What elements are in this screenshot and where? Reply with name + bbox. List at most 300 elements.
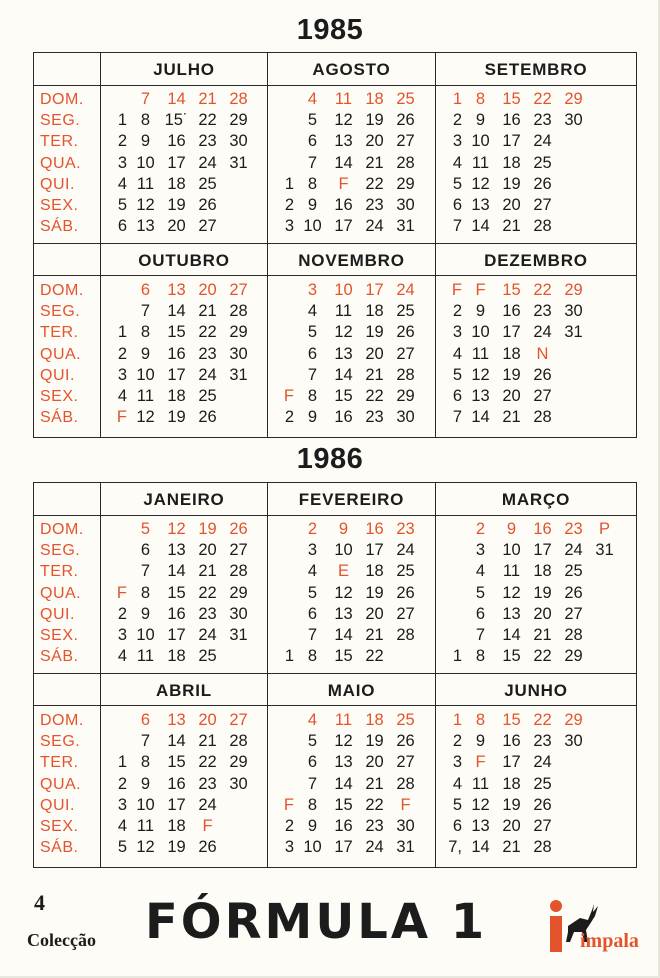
day-cell	[268, 89, 297, 110]
weekday-label: SEG.	[40, 112, 81, 130]
day-cell	[101, 519, 130, 540]
day-cell	[101, 301, 130, 322]
day-cell: F	[400, 795, 411, 814]
day-cell: 3	[117, 625, 127, 644]
day-cell: 5	[307, 583, 318, 602]
day-cell: 26	[533, 174, 552, 193]
day-cell: 4	[307, 90, 318, 108]
week-row	[436, 625, 620, 646]
day-cell: 22	[533, 90, 552, 108]
week-row	[268, 625, 421, 646]
day-cell: 2	[307, 520, 318, 538]
week-row	[436, 110, 589, 131]
day-cell	[101, 89, 130, 110]
day-cell: 7,	[448, 838, 462, 857]
day-cell: 9	[140, 774, 151, 793]
month-grid	[101, 710, 254, 858]
day-cell	[589, 625, 620, 646]
day-cell: 27	[533, 386, 552, 405]
day-cell: 20	[365, 344, 384, 363]
month-grid	[101, 89, 254, 237]
week-row	[436, 280, 589, 301]
day-cell	[589, 646, 620, 667]
divider	[34, 85, 636, 86]
day-cell: 19	[167, 838, 186, 857]
day-cell: 6	[307, 753, 318, 772]
day-cell: 10	[334, 281, 353, 299]
day-cell: 7	[307, 625, 318, 644]
day-cell: 16	[533, 520, 552, 538]
day-cell: 6	[117, 217, 127, 236]
day-cell: 7	[452, 408, 462, 427]
brand-title: FÓRMULA 1	[145, 894, 488, 950]
day-cell: 4	[117, 174, 127, 193]
day-cell: 12	[502, 583, 521, 602]
day-cell: 1	[452, 647, 462, 666]
weekday-label: TER.	[40, 133, 79, 151]
weekday-column	[34, 89, 100, 237]
day-cell: 27	[396, 604, 415, 623]
week-row	[101, 646, 254, 667]
week-row	[268, 174, 421, 195]
month-name: MAIO	[327, 681, 376, 700]
day-cell: 16	[502, 732, 521, 751]
month-grid	[436, 519, 620, 667]
day-cell: 8	[307, 174, 318, 193]
day-cell	[558, 386, 589, 407]
day-cell: 1	[117, 111, 127, 130]
week-row	[268, 195, 421, 216]
day-cell: 14	[502, 625, 521, 644]
week-row	[436, 731, 589, 752]
day-cell: 11	[334, 302, 353, 321]
day-cell: 11	[471, 344, 490, 363]
day-cell: 10	[303, 838, 322, 857]
day-cell: 18	[167, 647, 186, 666]
day-cell: 18	[167, 816, 186, 835]
day-cell: 31	[564, 323, 583, 342]
day-cell: 9	[140, 344, 151, 363]
week-row	[268, 301, 421, 322]
day-cell: 19	[365, 583, 384, 602]
day-cell: 23	[533, 732, 552, 751]
day-cell: 5	[475, 583, 486, 602]
day-cell	[268, 731, 297, 752]
year-title-1986: 1986	[296, 443, 364, 475]
day-cell	[589, 604, 620, 625]
day-cell: 27	[533, 816, 552, 835]
day-cell: 23	[198, 344, 217, 363]
day-cell	[589, 583, 620, 604]
day-cell: 27	[564, 604, 583, 623]
day-cell: 26	[229, 520, 248, 538]
day-cell: 17	[167, 625, 186, 644]
day-cell: 9	[475, 732, 486, 751]
day-cell: 8	[475, 90, 486, 108]
month-grid	[268, 89, 421, 237]
day-cell	[558, 153, 589, 174]
day-cell: 11	[471, 153, 490, 172]
card-number: 4	[34, 890, 45, 915]
day-cell	[268, 131, 297, 152]
day-cell: 4	[117, 386, 127, 405]
day-cell: 27	[229, 711, 248, 729]
week-row	[436, 837, 589, 858]
day-cell: 14	[167, 562, 186, 581]
day-cell: 10	[136, 795, 155, 814]
day-cell: 19	[533, 583, 552, 602]
day-cell: 20	[198, 711, 217, 729]
day-cell: 21	[502, 838, 521, 857]
day-cell: 19	[198, 520, 217, 538]
week-row	[268, 837, 421, 858]
weekday-label: SEX.	[40, 626, 79, 644]
month-grid	[268, 519, 421, 667]
week-row	[101, 174, 254, 195]
week-row	[268, 710, 421, 731]
day-cell: 5	[140, 520, 151, 538]
day-cell: 15˙	[164, 111, 189, 130]
day-cell: 30	[396, 816, 415, 835]
week-row	[436, 386, 589, 407]
day-cell: 9	[475, 302, 486, 321]
day-cell: 4	[475, 562, 486, 581]
day-cell: 21	[198, 302, 217, 321]
weekday-label: SÁB.	[40, 218, 79, 236]
week-row	[436, 89, 589, 110]
day-cell: 14	[334, 625, 353, 644]
month-grid	[436, 710, 589, 858]
day-cell: 3	[284, 838, 294, 857]
week-row	[268, 561, 421, 582]
day-cell: 28	[533, 408, 552, 427]
day-cell	[268, 710, 297, 731]
day-cell: 28	[229, 732, 248, 751]
day-cell: 16	[502, 302, 521, 321]
day-cell: 22	[533, 711, 552, 729]
day-cell: 3	[117, 153, 127, 172]
divider	[34, 515, 636, 516]
day-cell: 29	[564, 90, 583, 108]
weekday-label: QUA.	[40, 154, 82, 172]
collection-label: Colecção	[27, 930, 96, 950]
day-cell: 17	[334, 217, 353, 236]
day-cell: 12	[136, 408, 155, 427]
day-cell: 16	[502, 111, 521, 130]
weekday-label: SEX.	[40, 387, 79, 405]
day-cell: 4	[452, 153, 462, 172]
day-cell: 22	[533, 281, 552, 299]
day-cell: 30	[396, 195, 415, 214]
day-cell: 10	[136, 625, 155, 644]
day-cell	[268, 344, 297, 365]
weekday-label: QUI.	[40, 605, 75, 623]
day-cell: 15	[502, 711, 521, 729]
day-cell	[268, 540, 297, 561]
day-cell: 25	[533, 153, 552, 172]
day-cell: 30	[564, 111, 583, 130]
day-cell: 15	[334, 647, 353, 666]
week-row	[436, 344, 589, 365]
day-cell: 19	[167, 408, 186, 427]
day-cell	[589, 561, 620, 582]
day-cell: 20	[365, 604, 384, 623]
day-cell: 6	[140, 281, 151, 299]
day-cell	[268, 153, 297, 174]
day-cell: 12	[471, 174, 490, 193]
day-cell: 28	[396, 153, 415, 172]
week-row	[268, 153, 421, 174]
week-row	[268, 322, 421, 343]
day-cell: 13	[471, 195, 490, 214]
day-cell: 29	[229, 583, 248, 602]
week-row	[436, 153, 589, 174]
day-cell: 22	[198, 323, 217, 342]
week-row	[436, 131, 589, 152]
day-cell: 6	[452, 195, 462, 214]
day-cell: 2	[117, 132, 127, 151]
day-cell	[436, 604, 465, 625]
day-cell: 9	[475, 111, 486, 130]
day-cell: 5	[117, 838, 127, 857]
day-cell: 19	[502, 795, 521, 814]
day-cell: 27	[396, 753, 415, 772]
day-cell: 6	[140, 541, 151, 560]
day-cell	[268, 280, 297, 301]
day-cell: 3	[452, 132, 462, 151]
month-name: JULHO	[153, 60, 215, 79]
week-row	[101, 731, 254, 752]
day-cell: 4	[117, 816, 127, 835]
day-cell: 30	[564, 302, 583, 321]
day-cell: 23	[365, 816, 384, 835]
day-cell: 6	[140, 711, 151, 729]
month-grid	[101, 519, 254, 667]
weekday-label: SÁB.	[40, 409, 79, 427]
day-cell	[268, 604, 297, 625]
day-cell: 29	[229, 111, 248, 130]
day-cell: 29	[229, 753, 248, 772]
day-cell: 2	[284, 195, 294, 214]
day-cell: 31	[229, 153, 248, 172]
day-cell	[558, 131, 589, 152]
day-cell: 1	[117, 753, 127, 772]
day-cell: 4	[452, 344, 462, 363]
day-cell: 5	[307, 732, 318, 751]
week-row	[268, 583, 421, 604]
day-cell: 5	[452, 795, 462, 814]
day-cell: 18	[502, 153, 521, 172]
day-cell: 30	[229, 344, 248, 363]
day-cell: 21	[502, 408, 521, 427]
day-cell: 3	[307, 281, 318, 299]
day-cell: 29	[564, 647, 583, 666]
day-cell: 16	[167, 774, 186, 793]
day-cell: 14	[167, 732, 186, 751]
day-cell: F	[116, 583, 127, 602]
weekday-label: SEG.	[40, 542, 81, 560]
day-cell: 23	[396, 520, 415, 538]
week-row	[101, 625, 254, 646]
weekday-label: SÁB.	[40, 839, 79, 857]
day-cell: 24	[533, 753, 552, 772]
week-row	[436, 583, 620, 604]
day-cell: 13	[334, 604, 353, 623]
day-cell: 22	[365, 174, 384, 193]
day-cell: 29	[564, 711, 583, 729]
day-cell: 17	[502, 323, 521, 342]
day-cell: 2	[452, 732, 462, 751]
day-cell	[558, 837, 589, 858]
weekday-label: QUA.	[40, 584, 82, 602]
day-cell	[223, 407, 254, 428]
day-cell: 19	[502, 174, 521, 193]
month-name: NOVEMBRO	[298, 251, 405, 270]
day-cell: 21	[365, 365, 384, 384]
day-cell: 5	[117, 195, 127, 214]
day-cell: 29	[564, 281, 583, 299]
week-row	[268, 604, 421, 625]
day-cell: 22	[198, 753, 217, 772]
day-cell: N	[536, 344, 549, 363]
week-row	[101, 280, 254, 301]
week-row	[101, 407, 254, 428]
day-cell: 29	[396, 386, 415, 405]
day-cell: 10	[136, 153, 155, 172]
week-row	[101, 301, 254, 322]
day-cell: 12	[471, 795, 490, 814]
day-cell: 21	[198, 562, 217, 581]
day-cell: 27	[396, 132, 415, 151]
weekday-label: SEG.	[40, 733, 81, 751]
day-cell: 4	[307, 302, 318, 321]
day-cell: 18	[502, 344, 521, 363]
day-cell: 17	[167, 795, 186, 814]
day-cell	[268, 625, 297, 646]
week-row	[436, 710, 589, 731]
day-cell: 30	[229, 132, 248, 151]
day-cell: 2	[452, 111, 462, 130]
weekday-label: QUI.	[40, 175, 75, 193]
day-cell: 15	[334, 795, 353, 814]
week-row	[101, 519, 254, 540]
day-cell: 28	[229, 302, 248, 321]
day-cell: 11	[334, 90, 353, 108]
day-cell: 13	[502, 604, 521, 623]
day-cell: 30	[396, 408, 415, 427]
day-cell	[436, 519, 465, 540]
day-cell: 7	[140, 732, 151, 751]
day-cell	[101, 561, 130, 582]
day-cell: 20	[365, 753, 384, 772]
day-cell: 10	[136, 365, 155, 384]
day-cell: 17	[502, 132, 521, 151]
day-cell: 27	[229, 541, 248, 560]
day-cell: 12	[136, 195, 155, 214]
month-name: OUTUBRO	[138, 251, 230, 270]
day-cell: 31	[229, 625, 248, 644]
week-row	[436, 322, 589, 343]
day-cell: 16	[334, 816, 353, 835]
week-row	[101, 774, 254, 795]
day-cell: 14	[334, 365, 353, 384]
day-cell: 2	[452, 302, 462, 321]
day-cell	[558, 365, 589, 386]
week-row	[101, 110, 254, 131]
day-cell: 18	[365, 711, 384, 729]
week-row	[101, 561, 254, 582]
day-cell: 28	[396, 365, 415, 384]
day-cell: 6	[307, 344, 318, 363]
day-cell	[268, 752, 297, 773]
month-name: SETEMBRO	[484, 60, 588, 79]
day-cell: 18	[365, 562, 384, 581]
day-cell: 9	[307, 408, 318, 427]
day-cell: 20	[198, 281, 217, 299]
week-row	[436, 795, 589, 816]
day-cell: 16	[334, 195, 353, 214]
week-row	[101, 89, 254, 110]
day-cell: 16	[334, 408, 353, 427]
day-cell: 3	[117, 795, 127, 814]
day-cell: 25	[396, 90, 415, 108]
day-cell: 12	[167, 520, 186, 538]
day-cell: 6	[475, 604, 486, 623]
day-cell	[268, 110, 297, 131]
day-cell: 28	[396, 774, 415, 793]
day-cell: 20	[365, 132, 384, 151]
day-cell: F	[283, 386, 294, 405]
day-cell: 11	[502, 562, 521, 581]
day-cell: 14	[471, 838, 490, 857]
day-cell: 2	[284, 816, 294, 835]
week-row	[268, 774, 421, 795]
day-cell: 7	[140, 302, 151, 321]
day-cell: 6	[452, 386, 462, 405]
day-cell: 26	[564, 583, 583, 602]
day-cell: 28	[533, 838, 552, 857]
day-cell: 13	[334, 344, 353, 363]
day-cell: 2	[475, 520, 486, 538]
month-name: AGOSTO	[312, 60, 391, 79]
day-cell	[436, 540, 465, 561]
day-cell: 24	[365, 838, 384, 857]
month-grid	[101, 280, 254, 428]
day-cell: 23	[198, 132, 217, 151]
day-cell: 15	[167, 753, 186, 772]
day-cell: 11	[136, 386, 155, 405]
day-cell: 26	[396, 323, 415, 342]
day-cell: 2	[117, 344, 127, 363]
day-cell: 31	[396, 838, 415, 857]
month-grid	[268, 710, 421, 858]
day-cell	[268, 774, 297, 795]
day-cell: 22	[198, 111, 217, 130]
day-cell: 6	[452, 816, 462, 835]
day-cell: 25	[198, 386, 217, 405]
day-cell: 29	[396, 174, 415, 193]
day-cell: 27	[396, 344, 415, 363]
day-cell: 4	[117, 647, 127, 666]
day-cell: 25	[396, 562, 415, 581]
day-cell: P	[598, 520, 610, 538]
day-cell: 1	[284, 647, 294, 666]
week-row	[436, 561, 620, 582]
day-cell: 9	[506, 520, 517, 538]
month-name: ABRIL	[156, 681, 212, 700]
day-cell: 11	[471, 774, 490, 793]
day-cell: 15	[334, 386, 353, 405]
